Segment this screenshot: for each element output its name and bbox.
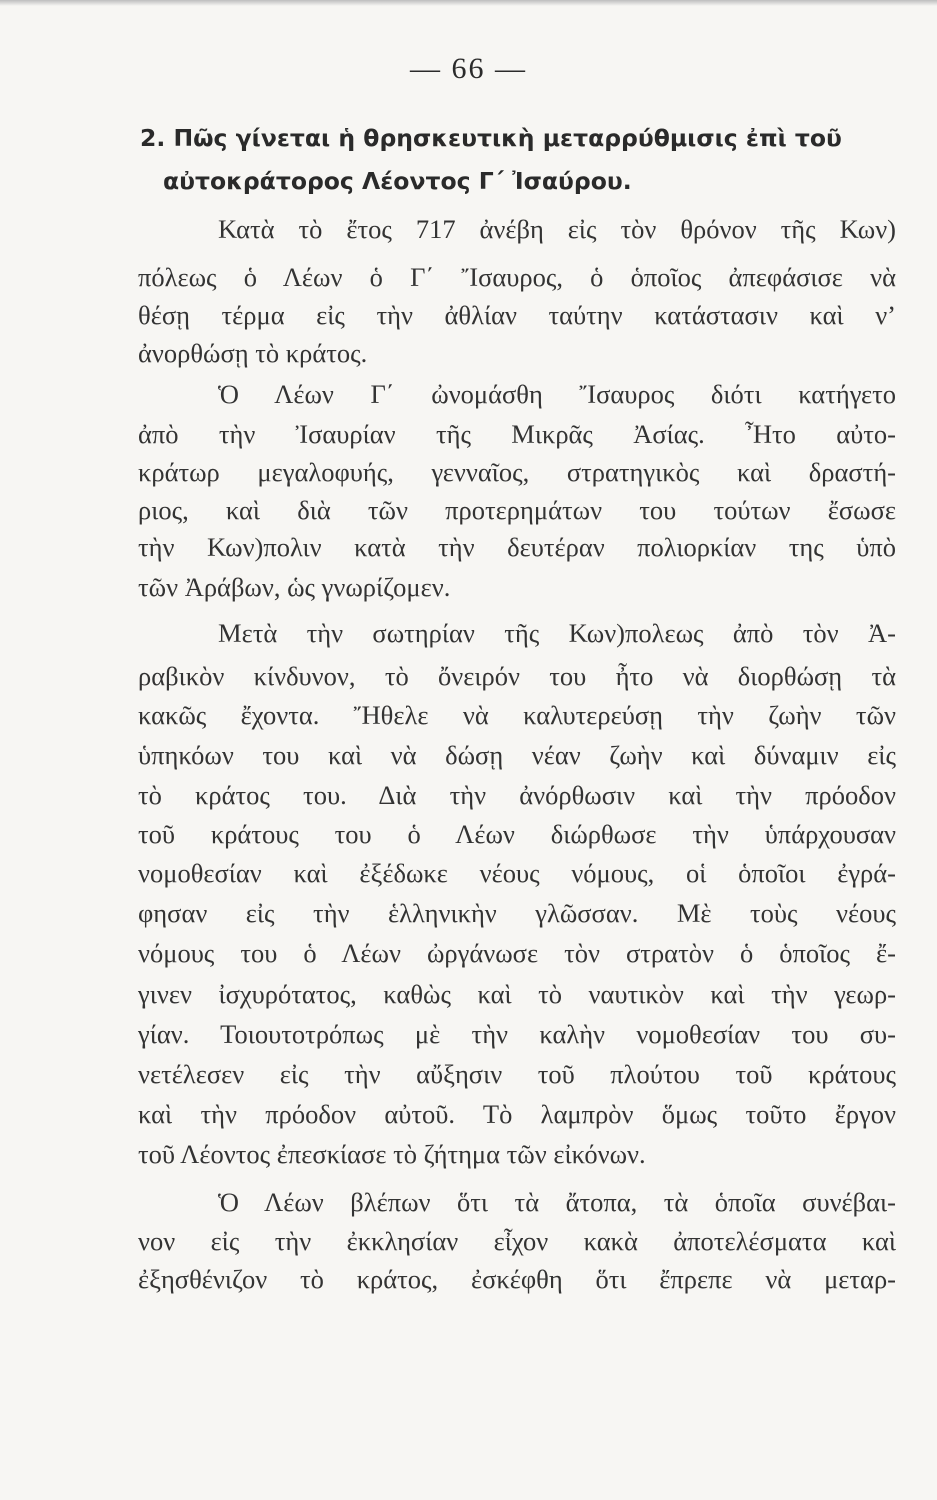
text-line: τὴν Κων)πολιν κατὰ τὴν δευτέραν πολιορκίαν της ὑπὸ	[138, 532, 896, 562]
text-line: νετέλεσεν εἰς τὴν αὔξησιν τοῦ πλούτου τοῦ κράτους	[138, 1059, 896, 1089]
text-line: τὸ κράτος του. Διὰ τὴν ἀνόρθωσιν καὶ τὴν πρόοδον	[138, 780, 896, 810]
text-line: Κατὰ τὸ ἔτος 717 ἀνέβη εἰς τὸν θρόνον τῆς Κων)	[218, 214, 896, 244]
text-line: θέσῃ τέρμα εἰς τὴν ἀθλίαν ταύτην κατάστασιν καὶ ν’	[138, 300, 896, 330]
text-line: ὑπηκόων του καὶ νὰ δώσῃ νέαν ζωὴν καὶ δύναμιν εἰς	[138, 740, 896, 770]
text-line: ἀπὸ τὴν Ἰσαυρίαν τῆς Μικρᾶς Ἀσίας. Ἦτο αὐτο-	[138, 419, 896, 449]
text-line: πόλεως ὁ Λέων ὁ Γ΄ Ἴσαυρος, ὁ ὁποῖος ἀπεφάσισε νὰ	[138, 262, 896, 292]
text-line: τοῦ κράτους του ὁ Λέων διώρθωσε τὴν ὑπάρχουσαν	[138, 819, 896, 849]
section-heading-line-1: 2. Πῶς γίνεται ἡ θρησκευτικὴ μεταρρύθμισις ἐπὶ τοῦ	[140, 124, 842, 152]
page-top-edge	[0, 0, 937, 6]
text-line: νον εἰς τὴν ἐκκλησίαν εἶχον κακὰ ἀποτελέσματα καὶ	[138, 1226, 896, 1256]
text-line: Μετὰ τὴν σωτηρίαν τῆς Κων)πολεως ἀπὸ τὸν Ἀ-	[218, 618, 896, 648]
page-number: — 66 —	[410, 52, 527, 85]
text-line: γίαν. Τοιουτοτρόπως μὲ τὴν καλὴν νομοθεσίαν του συ-	[138, 1019, 896, 1049]
text-line: φησαν εἰς τὴν ἑλληνικὴν γλῶσσαν. Μὲ τοὺς νέους	[138, 898, 896, 928]
section-heading-line-2: αὐτοκράτορος Λέοντος Γ΄ Ἰσαύρου.	[163, 167, 632, 195]
text-line: ραβικὸν κίνδυνον, τὸ ὄνειρόν του ἦτο νὰ διορθώσῃ τὰ	[138, 661, 896, 691]
text-line: ἐξησθένιζον τὸ κράτος, ἐσκέφθη ὅτι ἔπρεπε νὰ μεταρ-	[138, 1264, 896, 1294]
text-line: Ὁ Λέων βλέπων ὅτι τὰ ἄτοπα, τὰ ὁποῖα συνέβαι-	[218, 1187, 896, 1217]
text-line: κράτωρ μεγαλοφυής, γενναῖος, στρατηγικὸς καὶ δραστή-	[138, 457, 896, 487]
text-line: τῶν Ἀράβων, ὡς γνωρίζομεν.	[138, 572, 451, 602]
text-line: νομοθεσίαν καὶ ἐξέδωκε νέους νόμους, οἱ ὁποῖοι ἐγρά-	[138, 858, 896, 888]
text-line: καὶ τὴν πρόοδον αὐτοῦ. Τὸ λαμπρὸν ὅμως τοῦτο ἔργον	[138, 1099, 896, 1129]
text-line: ἀνορθώσῃ τὸ κράτος.	[138, 338, 368, 368]
text-line: τοῦ Λέοντος ἐπεσκίασε τὸ ζήτημα τῶν εἰκόνων.	[138, 1139, 646, 1169]
text-line: ριος, καὶ διὰ τῶν προτερημάτων του τούτων ἔσωσε	[138, 495, 896, 525]
text-line: νόμους του ὁ Λέων ὠργάνωσε τὸν στρατὸν ὁ ὁποῖος ἔ-	[138, 938, 896, 968]
text-line: Ὁ Λέων Γ΄ ὠνομάσθη Ἴσαυρος διότι κατήγετο	[218, 379, 896, 409]
text-line: γινεν ἰσχυρότατος, καθὼς καὶ τὸ ναυτικὸν καὶ τὴν γεωρ-	[138, 979, 896, 1009]
text-line: κακῶς ἔχοντα. Ἤθελε νὰ καλυτερεύσῃ τὴν ζωὴν τῶν	[138, 700, 896, 730]
